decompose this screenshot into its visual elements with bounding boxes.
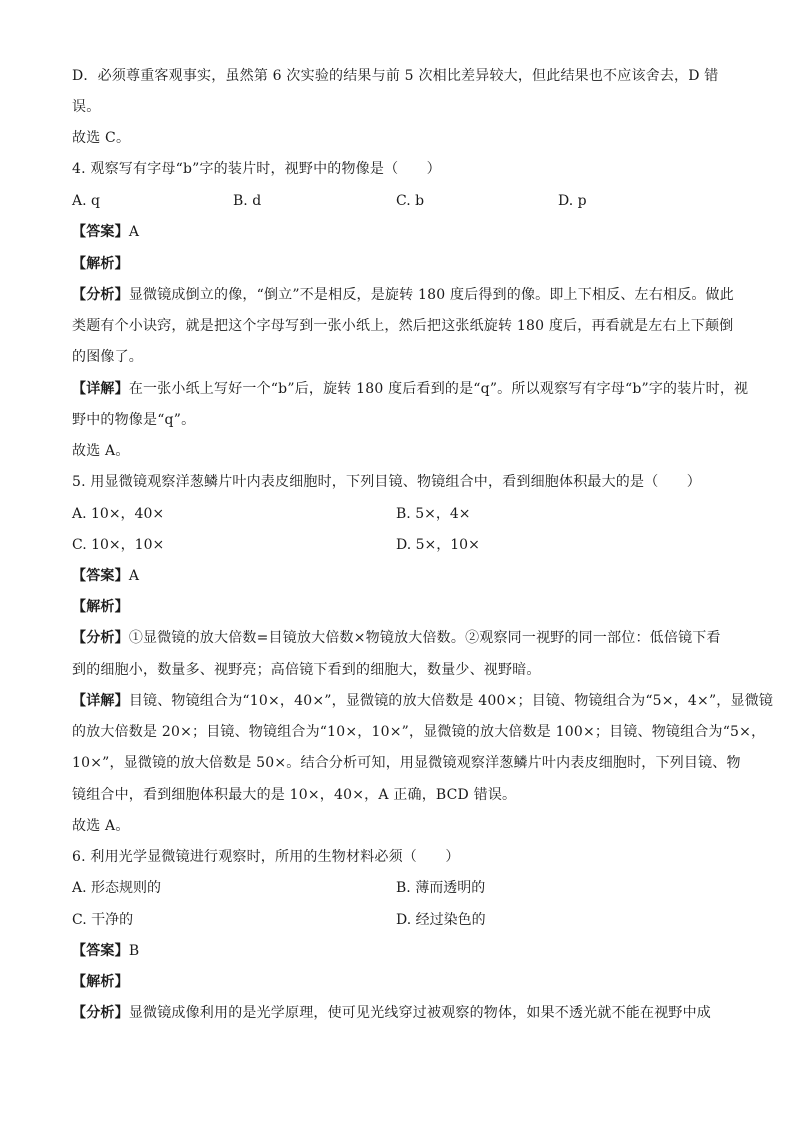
q4-stem: 4. 观察写有字母“b”字的装片时，视野中的物像是（ ） [72,161,441,177]
q6-jiexi-tag: 【解析】 [72,974,129,990]
q6-option-c: C. 干净的 [72,912,134,928]
q5-option-a: A. 10×，40× [72,506,165,522]
q6-fenxi-line1 [72,1003,711,1023]
q6-answer [72,941,139,961]
q6-answer-tag: 【答案】 [72,943,129,959]
q5-conclusion: 故选 A。 [72,818,130,834]
q3-conclusion: 故选 C。 [72,130,131,146]
q5-stem: 5. 用显微镜观察洋葱鳞片叶内表皮细胞时，下列目镜、物镜组合中，看到细胞体积最大的是（ ） [72,474,702,490]
q5-option-d: D. 5×，10× [396,537,480,553]
q5-answer [72,566,139,586]
q5-xiangjie-line4: 镜组合中，看到细胞体积最大的是 10×，40×，A 正确，BCD 错误。 [72,787,517,803]
q4-xiangjie-line1 [72,379,748,399]
q4-fenxi-text1: 显微镜成倒立的像，“倒立”不是相反，是旋转 180 度后得到的像。即上下相反、左右相反。做此 [128,287,734,303]
q4-conclusion: 故选 A。 [72,443,130,459]
q5-fenxi-tag: 【分析】 [72,630,129,646]
q4-answer-tag: 【答案】 [72,224,129,240]
q4-answer [72,222,139,242]
q4-jiexi-tag: 【解析】 [72,256,129,272]
q5-option-c: C. 10×，10× [72,537,165,553]
q5-xiangjie-line3: 10×”，显微镜的放大倍数是 50×。结合分析可知，用显微镜观察洋葱鳞片叶内表皮细胞时，下列目镜、物 [72,755,741,771]
q5-xiangjie-line2: 的放大倍数是 20×；目镜、物镜组合为“10×，10×”，显微镜的放大倍数是 100×；目镜、物镜组合为“5×， [72,724,766,740]
q4-fenxi-line2: 类题有个小诀窍，就是把这个字母写到一张小纸上，然后把这张纸旋转 180 度后，再看就是左右上下颠倒 [72,318,734,334]
q5-xiangjie-tag: 【详解】 [72,693,129,709]
q6-fenxi-tag: 【分析】 [72,1005,129,1021]
q6-answer-value: B [128,943,140,959]
q4-option-a: A. q [72,193,100,209]
q4-fenxi-line1 [72,285,734,305]
q5-fenxi-line2: 到的细胞小，数量多、视野亮；高倍镜下看到的细胞大，数量少、视野暗。 [72,662,541,678]
q5-answer-value: A [128,568,140,584]
q4-fenxi-tag: 【分析】 [72,287,129,303]
q5-jiexi-tag: 【解析】 [72,599,129,615]
q5-option-b: B. 5×，4× [396,506,471,522]
q4-xiangjie-text1: 在一张小纸上写好一个“b”后，旋转 180 度后看到的是“q”。所以观察写有字母“b”字的装片时，视 [128,381,749,397]
q4-option-b: B. d [233,193,262,209]
q4-option-d: D. p [558,193,587,209]
q3-option-d-explanation-line2: 误。 [72,99,101,115]
q5-fenxi-text1: ①显微镜的放大倍数=目镜放大倍数×物镜放大倍数。②观察同一视野的同一部位：低倍镜下看 [128,630,721,646]
q6-fenxi-text1: 显微镜成像利用的是光学原理，使可见光线穿过被观察的物体，如果不透光就不能在视野中成 [128,1005,712,1021]
q5-xiangjie-text1: 目镜、物镜组合为“10×，40×”，显微镜的放大倍数是 400×；目镜、物镜组合为“5×，4×”，显微镜 [128,693,774,709]
q4-fenxi-line3: 的图像了。 [72,349,143,365]
q6-stem: 6. 利用光学显微镜进行观察时，所用的生物材料必须（ ） [72,849,460,865]
q4-answer-value: A [128,224,140,240]
q5-fenxi-line1 [72,628,721,648]
q4-option-c: C. b [396,193,425,209]
q3-option-d-explanation-line1: D．必须尊重客观事实，虽然第 6 次实验的结果与前 5 次相比差异较大，但此结果也不应该舍去，D 错 [72,68,719,84]
q5-xiangjie-line1 [72,691,773,711]
q4-xiangjie-tag: 【详解】 [72,381,129,397]
q6-option-b: B. 薄而透明的 [396,880,486,896]
q6-option-a: A. 形态规则的 [72,880,162,896]
q6-option-d: D. 经过染色的 [396,912,486,928]
q4-xiangjie-line2: 野中的物像是“q”。 [72,412,196,428]
q5-answer-tag: 【答案】 [72,568,129,584]
